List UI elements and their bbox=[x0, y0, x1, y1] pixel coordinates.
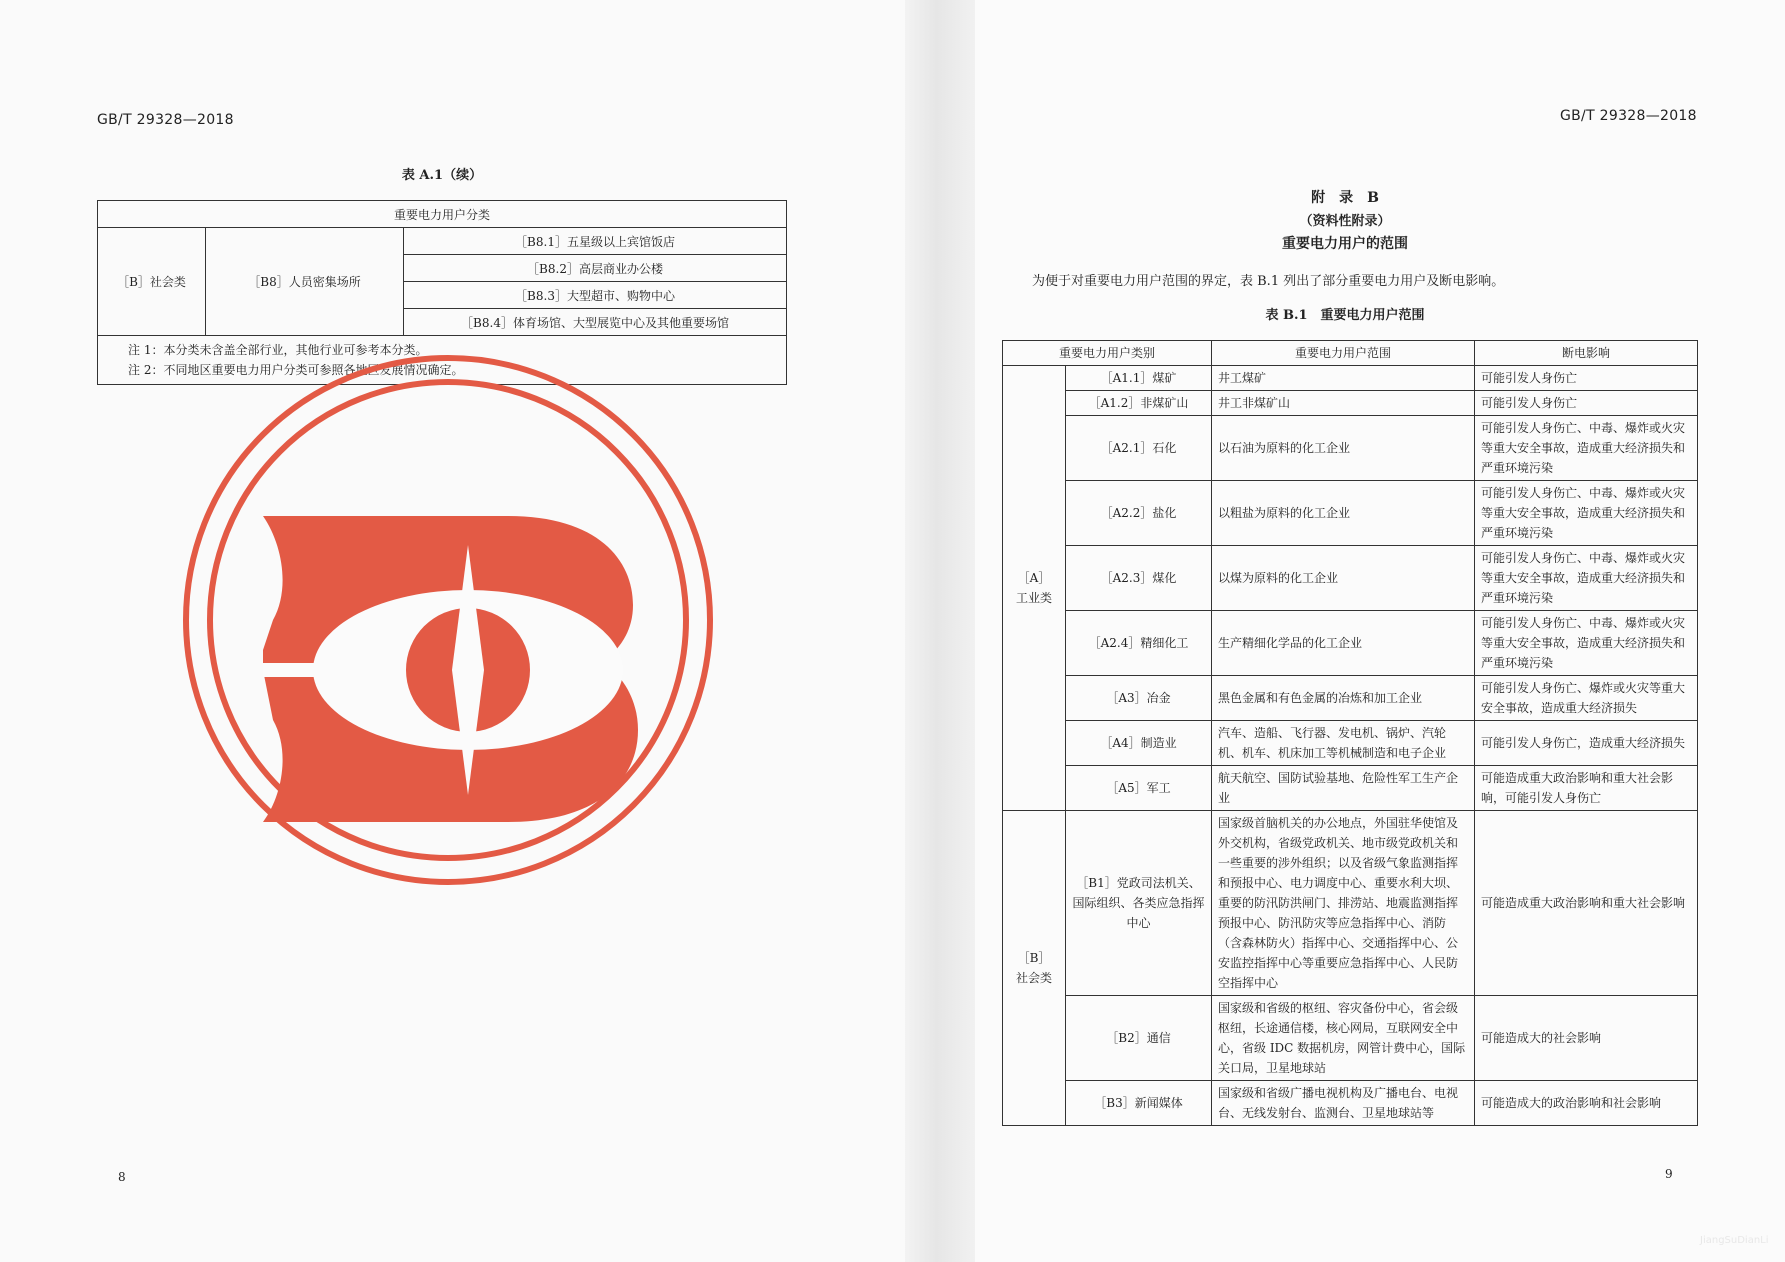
table-b1-scope: 国家级和省级的枢纽、容灾备份中心，省会级枢纽，长途通信楼，核心网局，互联网安全中心，省级 IDC 数据机房，网管计费中心，国际关口局，卫星地球站 bbox=[1212, 996, 1475, 1081]
table-b1-scope: 国家级首脑机关的办公地点，外国驻华使馆及外交机构，省级党政机关、地市级党政机关和一些重要的涉外组织；以及省级气象监测指挥和预报中心、电力调度中心、重要水利大坝、重要的防汛防洪闸门、排涝站、地震监测指挥预报中心、防汛防灾等应急指挥中心、消防（含森林防火）指挥中心、交通指挥中心、公安监控指挥中心等重要应急指挥中心、人民防空指挥中心 bbox=[1212, 811, 1475, 996]
table-b1-scope: 井工非煤矿山 bbox=[1212, 391, 1475, 416]
table-a1-note: 注 2：不同地区重要电力用户分类可参照各地区发展情况确定。 bbox=[128, 363, 464, 377]
table-b1-cat: ［B2］通信 bbox=[1066, 996, 1212, 1081]
right-header: GB/T 29328—2018 bbox=[1560, 108, 1697, 124]
table-a1-item: ［B8.4］体育场馆、大型展览中心及其他重要场馆 bbox=[404, 309, 787, 336]
table-b1-cat: ［A1.2］非煤矿山 bbox=[1066, 391, 1212, 416]
table-b1-scope: 以煤为原料的化工企业 bbox=[1212, 546, 1475, 611]
table-b1-group-a: ［A］ 工业类 bbox=[1003, 366, 1066, 811]
appendix-type: （资料性附录） bbox=[1299, 214, 1391, 229]
table-b1-header: 重要电力用户类别 bbox=[1003, 341, 1212, 366]
table-b1-header: 重要电力用户范围 bbox=[1212, 341, 1475, 366]
table-b1-impact: 可能造成大的政治影响和社会影响 bbox=[1475, 1081, 1698, 1126]
table-b1-scope: 以石油为原料的化工企业 bbox=[1212, 416, 1475, 481]
table-b1-cat: ［A3］冶金 bbox=[1066, 676, 1212, 721]
table-b1-impact: 可能造成重大政治影响和重大社会影响 bbox=[1475, 811, 1698, 996]
table-b1-group-b: ［B］ 社会类 bbox=[1003, 811, 1066, 1126]
table-b1-scope: 生产精细化学品的化工企业 bbox=[1212, 611, 1475, 676]
table-b1-impact: 可能引发人身伤亡、中毒、爆炸或火灾等重大安全事故，造成重大经济损失和严重环境污染 bbox=[1475, 546, 1698, 611]
watermark: JiangSuDianLi bbox=[1700, 1235, 1769, 1246]
table-a1-item: ［B8.1］五星级以上宾馆饭店 bbox=[404, 228, 787, 255]
table-b1-scope: 国家级和省级广播电视机构及广播电台、电视台、无线发射台、监测台、卫星地球站等 bbox=[1212, 1081, 1475, 1126]
left-header: GB/T 29328—2018 bbox=[97, 112, 234, 128]
table-b1 bbox=[1002, 340, 1698, 1126]
table-b1-impact: 可能引发人身伤亡 bbox=[1475, 391, 1698, 416]
table-a1-category: ［B］社会类 bbox=[98, 228, 206, 336]
seal-b-logo-icon bbox=[263, 516, 638, 822]
intro-paragraph: 为便于对重要电力用户范围的界定，表 B.1 列出了部分重要电力用户及断电影响。 bbox=[1032, 274, 1505, 289]
table-a1-caption: 表 A.1（续） bbox=[401, 168, 483, 183]
book-gutter bbox=[905, 0, 975, 1262]
table-a1-note: 注 1：本分类未含盖全部行业，其他行业可参考本分类。 bbox=[128, 343, 428, 357]
table-b1-cat: ［A2.3］煤化 bbox=[1066, 546, 1212, 611]
table-b1-impact: 可能引发人身伤亡、中毒、爆炸或火灾等重大安全事故，造成重大经济损失和严重环境污染 bbox=[1475, 416, 1698, 481]
table-b1-impact: 可能引发人身伤亡、中毒、爆炸或火灾等重大安全事故，造成重大经济损失和严重环境污染 bbox=[1475, 611, 1698, 676]
table-b1-header: 断电影响 bbox=[1475, 341, 1698, 366]
right-page-number: 9 bbox=[1665, 1167, 1673, 1181]
table-b1-scope: 黑色金属和有色金属的冶炼和加工企业 bbox=[1212, 676, 1475, 721]
appendix-subject: 重要电力用户的范围 bbox=[1282, 236, 1408, 252]
table-b1-scope: 航天航空、国防试验基地、危险性军工生产企业 bbox=[1212, 766, 1475, 811]
table-b1-cat: ［A2.1］石化 bbox=[1066, 416, 1212, 481]
table-a1-item: ［B8.2］高层商业办公楼 bbox=[404, 255, 787, 282]
table-b1-impact: 可能引发人身伤亡 bbox=[1475, 366, 1698, 391]
table-b1-cat: ［B3］新闻媒体 bbox=[1066, 1081, 1212, 1126]
table-b1-cat: ［A2.4］精细化工 bbox=[1066, 611, 1212, 676]
table-a1-head: 重要电力用户分类 bbox=[98, 201, 787, 228]
table-b1-impact: 可能引发人身伤亡、中毒、爆炸或火灾等重大安全事故，造成重大经济损失和严重环境污染 bbox=[1475, 481, 1698, 546]
appendix-title: 附 录 B bbox=[1311, 190, 1379, 206]
table-a1-item: ［B8.3］大型超市、购物中心 bbox=[404, 282, 787, 309]
table-b1-cat: ［A4］制造业 bbox=[1066, 721, 1212, 766]
table-b1-scope: 以粗盐为原料的化工企业 bbox=[1212, 481, 1475, 546]
table-b1-scope: 汽车、造船、飞行器、发电机、锅炉、汽轮机、机车、机床加工等机械制造和电子企业 bbox=[1212, 721, 1475, 766]
right-page bbox=[975, 0, 1785, 1262]
table-b1-impact: 可能引发人身伤亡，造成重大经济损失 bbox=[1475, 721, 1698, 766]
table-b1-cat: ［A1.1］煤矿 bbox=[1066, 366, 1212, 391]
table-b1-impact: 可能造成大的社会影响 bbox=[1475, 996, 1698, 1081]
table-b1-cat: ［A5］军工 bbox=[1066, 766, 1212, 811]
left-page-number: 8 bbox=[118, 1170, 126, 1184]
table-b1-cat: ［A2.2］盐化 bbox=[1066, 481, 1212, 546]
table-b1-impact: 可能造成重大政治影响和重大社会影响，可能引发人身伤亡 bbox=[1475, 766, 1698, 811]
table-a1-subcategory: ［B8］人员密集场所 bbox=[206, 228, 404, 336]
table-b1-impact: 可能引发人身伤亡、爆炸或火灾等重大安全事故，造成重大经济损失 bbox=[1475, 676, 1698, 721]
table-b1-cat: ［B1］党政司法机关、国际组织、各类应急指挥中心 bbox=[1066, 811, 1212, 996]
table-b1-scope: 井工煤矿 bbox=[1212, 366, 1475, 391]
publisher-seal bbox=[178, 350, 718, 890]
table-b1-caption: 表 B.1 重要电力用户范围 bbox=[1265, 308, 1425, 323]
